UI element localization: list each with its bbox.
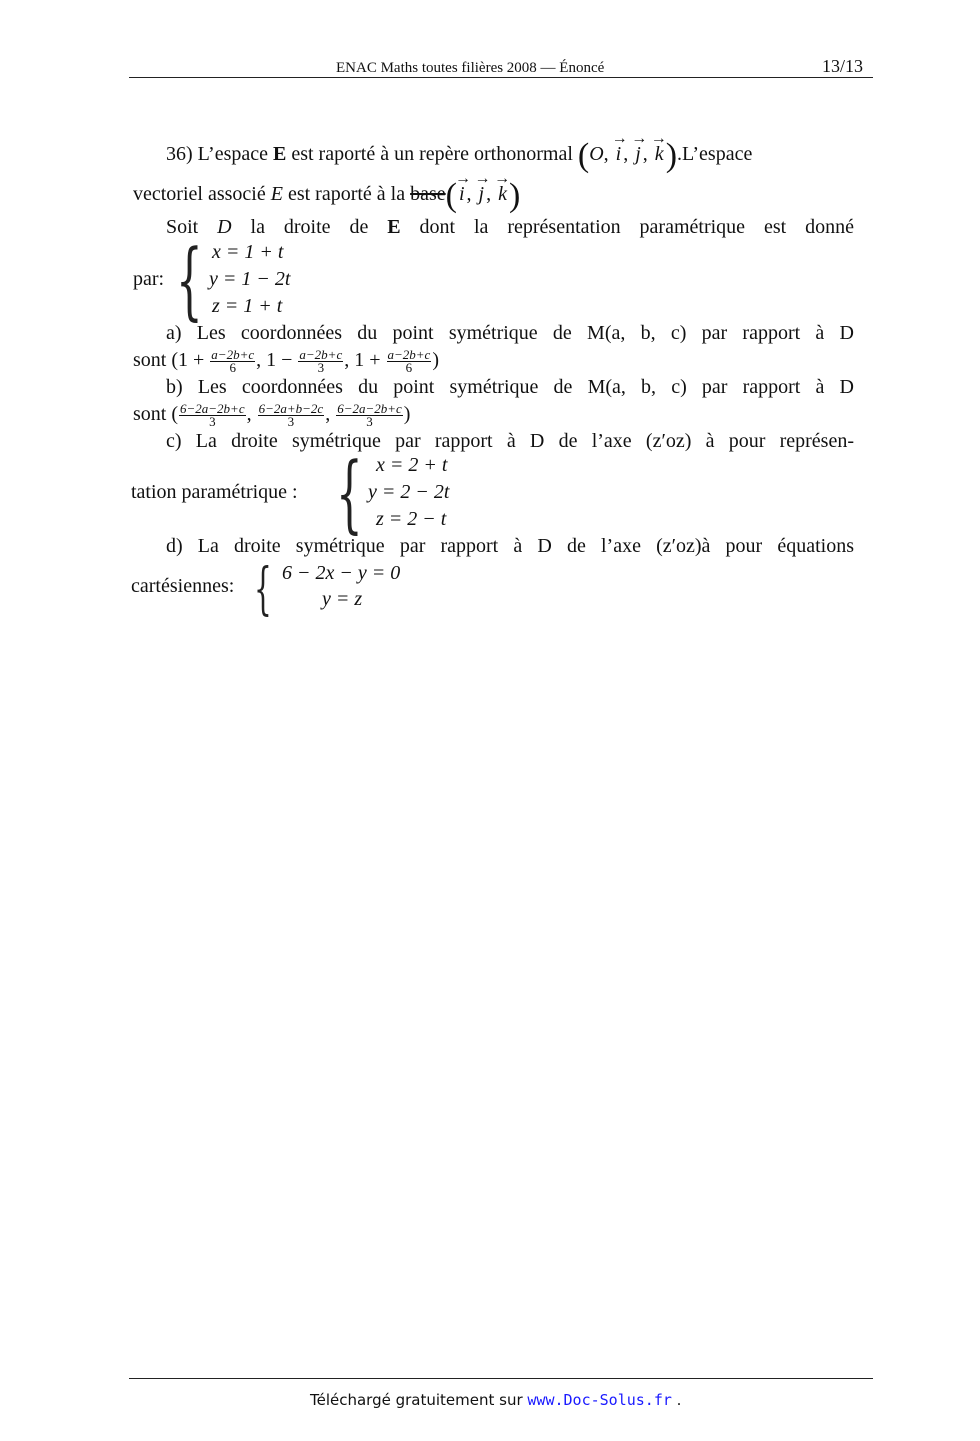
option-d-text: d) La droite symétrique par rapport à D de l’axe (z′oz)à pour équations bbox=[166, 535, 854, 557]
brace-icon: { bbox=[176, 231, 203, 329]
option-a-formula: sont (1 + $\frac{a-2b+c}{6}$ , 1 − $\frac{a-2b+c}{3}$ , 1 + $\frac{a-2b+c}{6}$ ) bbox=[133, 346, 440, 375]
footer-text: Téléchargé gratuitement sur bbox=[310, 1391, 528, 1409]
option-d-label: cartésiennes: bbox=[131, 575, 235, 597]
question-line-1: 36) L’espace E est raporté à un repère orthonormal (O, → i , → j , → k).L’espace bbox=[166, 142, 752, 166]
question-line-2: vectoriel associé E est raporté à la base(→ i , → j , → k) bbox=[133, 182, 520, 206]
option-b-text: b) Les coordonnées du point symétrique de M(a, b, c) par rapport à D bbox=[166, 376, 854, 398]
system-2-row: x = 2 + t bbox=[376, 454, 448, 476]
option-a-text: a) Les coordonnées du point symétrique de M(a, b, c) par rapport à D bbox=[166, 322, 854, 344]
option-b-formula: sont ( $\frac{6-2a-2b+c}{3}$ , $\frac{6-2a+b-2c}{3}$ , $\frac{6-2a-2b+c}{3}$ ) bbox=[133, 400, 411, 429]
system-1-row: z = 1 + t bbox=[212, 295, 283, 317]
system-1-row: x = 1 + t bbox=[212, 241, 284, 263]
system-2-row: z = 2 − t bbox=[376, 508, 447, 530]
brace-icon: { bbox=[336, 444, 363, 542]
par-label: par: bbox=[133, 268, 165, 290]
option-c-label: tation paramétrique : bbox=[131, 481, 298, 503]
question-line-3: Soit D la droite de E dont la représentation paramétrique est donné bbox=[166, 216, 854, 238]
system-3-row: 6 − 2x − y = 0 bbox=[282, 562, 401, 584]
footer-link[interactable]: www.Doc-Solus.fr bbox=[527, 1391, 672, 1409]
option-c-text: c) La droite symétrique par rapport à D de l’axe (z′oz) à pour représen- bbox=[166, 430, 854, 452]
system-2-row: y = 2 − 2t bbox=[368, 481, 450, 503]
page-number: 13/13 bbox=[822, 56, 864, 76]
header-title: ENAC Maths toutes filières 2008 — Énoncé bbox=[336, 60, 605, 76]
footer: Téléchargé gratuitement sur www.Doc-Solus.fr . bbox=[310, 1391, 682, 1409]
system-3-row: y = z bbox=[322, 588, 363, 610]
header-rule bbox=[129, 77, 873, 78]
footer-rule bbox=[129, 1378, 873, 1379]
system-1-row: y = 1 − 2t bbox=[209, 268, 291, 290]
brace-icon: { bbox=[254, 557, 272, 622]
